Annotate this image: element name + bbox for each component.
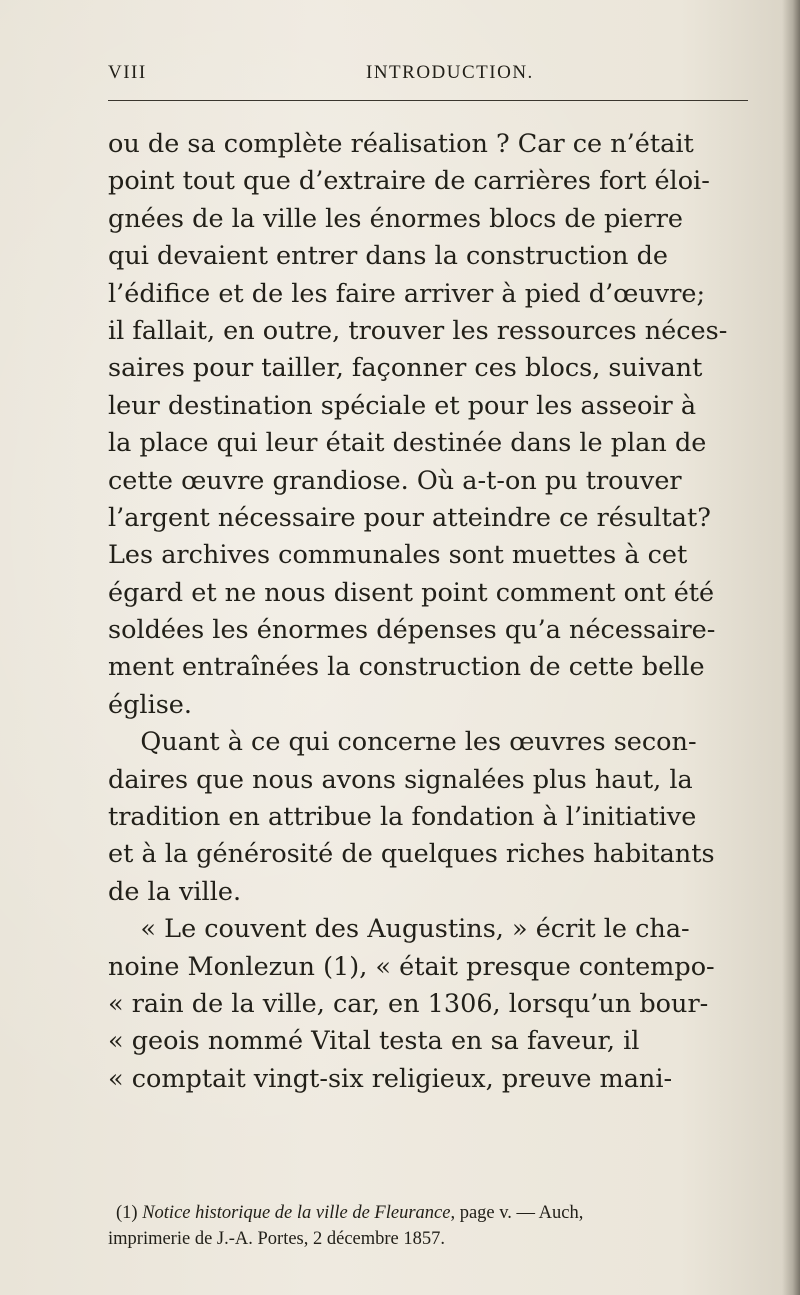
footnote-rest: , page v. — Auch, xyxy=(450,1203,584,1223)
footnote-work-title: Notice historique de la ville de Fleurance xyxy=(142,1203,451,1223)
text-line: qui devaient entrer dans la construction de xyxy=(108,241,668,272)
text-line: « rain de la ville, car, en 1306, lorsqu’un bour- xyxy=(108,988,709,1019)
page-edge-shadow xyxy=(782,0,800,1295)
footnote-line: imprimerie de J.-A. Portes, 2 décembre 1857. xyxy=(108,1229,446,1249)
text-line: Quant à ce qui concerne les œuvres secon- xyxy=(108,727,697,758)
text-line: « Le couvent des Augustins, » écrit le cha- xyxy=(108,914,690,945)
page-header xyxy=(108,62,748,92)
body-text xyxy=(108,126,762,1173)
text-line: il fallait, en outre, trouver les ressources néces- xyxy=(108,315,728,346)
text-line: et à la générosité de quelques riches habitants xyxy=(108,839,715,870)
footnote xyxy=(108,1200,768,1252)
text-line: la place qui leur était destinée dans le plan de xyxy=(108,428,707,459)
text-line: gnées de la ville les énormes blocs de pierre xyxy=(108,203,683,234)
text-line: ment entraînées la construction de cette belle xyxy=(108,652,705,683)
header-rule xyxy=(108,100,748,101)
text-line: tradition en attribue la fondation à l’initiative xyxy=(108,802,697,833)
text-line: de la ville. xyxy=(108,876,242,907)
text-line: daires que nous avons signalées plus haut, la xyxy=(108,764,693,795)
text-line: soldées les énormes dépenses qu’a nécessaire- xyxy=(108,615,716,646)
footnote-marker: (1) xyxy=(116,1203,138,1223)
text-line: « comptait vingt-six religieux, preuve mani- xyxy=(108,1063,673,1094)
text-line: égard et ne nous disent point comment ont été xyxy=(108,577,715,608)
text-line: l’argent nécessaire pour atteindre ce résultat? xyxy=(108,502,711,533)
text-line: ou de sa complète réalisation ? Car ce n’était xyxy=(108,129,694,159)
text-line: point tout que d’extraire de carrières fort éloi- xyxy=(108,166,710,197)
text-line: leur destination spéciale et pour les asseoir à xyxy=(108,390,697,421)
text-line xyxy=(108,1098,762,1135)
text-line: église. xyxy=(108,689,193,720)
text-line: l’édifice et de les faire arriver à pied d’œuvre; xyxy=(108,278,706,309)
text-line: noine Monlezun (1), « était presque contempo- xyxy=(108,951,715,982)
running-title: INTRODUCTION. xyxy=(366,62,534,83)
text-line: cette œuvre grandiose. Où a-t-on pu trouver xyxy=(108,465,682,496)
text-line: « geois nommé Vital testa en sa faveur, il xyxy=(108,1026,640,1057)
page-number: VIII xyxy=(108,62,147,83)
text-line xyxy=(108,1136,762,1173)
text-line: Les archives communales sont muettes à cet xyxy=(108,540,688,571)
text-line: saires pour tailler, façonner ces blocs, suivant xyxy=(108,353,703,384)
footnote-line xyxy=(108,1200,768,1226)
